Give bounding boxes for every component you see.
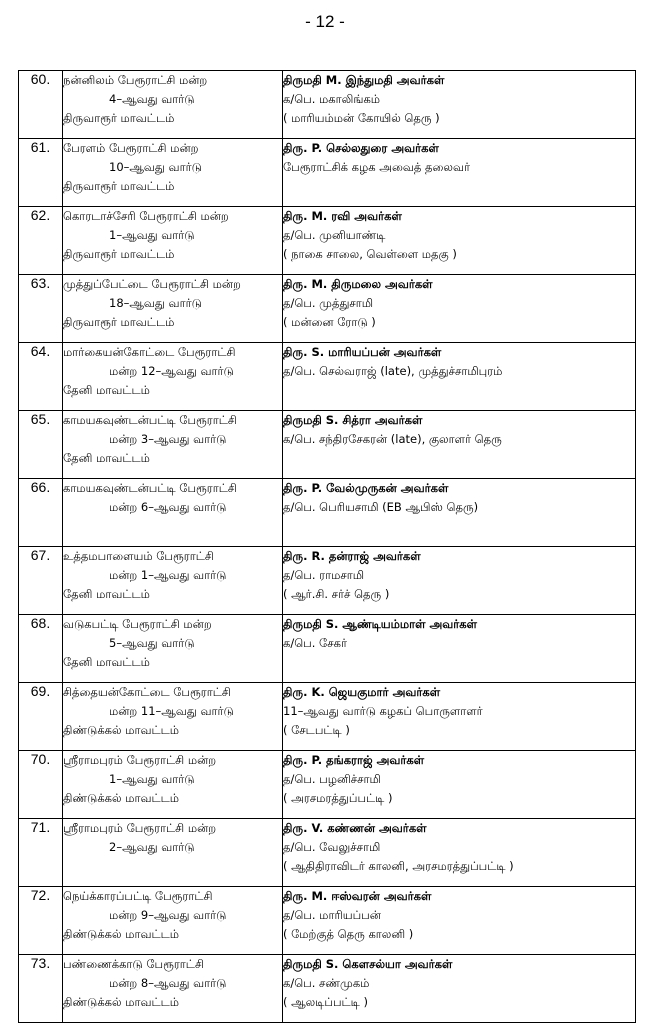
ward-number: மன்ற 3–ஆவது வார்டு <box>109 432 227 446</box>
serial-number: 71. <box>19 819 63 887</box>
person-name: திரு. S. மாரியப்பன் அவர்கள் <box>283 345 442 359</box>
table-row <box>19 207 636 275</box>
person-address: ( மன்னை ரோடு ) <box>283 315 376 329</box>
ward-body: சித்தையன்கோட்டை பேரூராட்சி <box>63 685 231 699</box>
person-cell <box>283 139 636 207</box>
table-row <box>19 819 636 887</box>
district: தேனி மாவட்டம் <box>63 383 150 397</box>
table-row <box>19 343 636 411</box>
person-address: ( சேடபட்டி ) <box>283 723 350 737</box>
person-name: திரு. P. வேல்முருகன் அவர்கள் <box>283 481 449 495</box>
ward-number: 2–ஆவது வார்டு <box>109 840 195 854</box>
ward-number: மன்ற 8–ஆவது வார்டு <box>109 976 227 990</box>
ward-body: ஸ்ரீராமபுரம் பேரூராட்சி மன்ற <box>63 753 217 767</box>
ward-number: 1–ஆவது வார்டு <box>109 772 195 786</box>
serial-number: 60. <box>19 71 63 139</box>
person-relation: த/பெ. வேலுச்சாமி <box>283 840 381 854</box>
person-cell <box>283 275 636 343</box>
person-name: திரு. P. தங்கராஜ் அவர்கள் <box>283 753 425 767</box>
person-relation: த/பெ. பெரியசாமி (EB ஆபிஸ் தெரு) <box>283 500 479 514</box>
district: திருவாரூர் மாவட்டம் <box>63 247 175 261</box>
person-address: ( நாகை சாலை, வெள்ளை மதகு ) <box>283 247 457 261</box>
table-row <box>19 955 636 1023</box>
table-row <box>19 275 636 343</box>
district: திருவாரூர் மாவட்டம் <box>63 315 175 329</box>
serial-number: 61. <box>19 139 63 207</box>
ward-cell <box>63 411 283 479</box>
person-relation: த/பெ. முத்துசாமி <box>283 296 374 310</box>
ward-body: வடுகபட்டி பேரூராட்சி மன்ற <box>63 617 212 631</box>
serial-number: 69. <box>19 683 63 751</box>
ward-number: 18–ஆவது வார்டு <box>109 296 202 310</box>
table-row <box>19 139 636 207</box>
serial-number: 67. <box>19 547 63 615</box>
serial-number: 68. <box>19 615 63 683</box>
ward-body: காமயகவுண்டன்பட்டி பேரூராட்சி <box>63 413 237 427</box>
ward-number: மன்ற 9–ஆவது வார்டு <box>109 908 227 922</box>
ward-cell <box>63 275 283 343</box>
ward-number: மன்ற 1–ஆவது வார்டு <box>109 568 227 582</box>
table-row <box>19 751 636 819</box>
ward-body: மார்கையன்கோட்டை பேரூராட்சி <box>63 345 236 359</box>
ward-cell <box>63 751 283 819</box>
person-name: திரு. K. ஜெயகுமார் அவர்கள் <box>283 685 441 699</box>
district: திண்டுக்கல் மாவட்டம் <box>63 791 180 805</box>
person-relation: த/பெ. முனியாண்டி <box>283 228 386 242</box>
person-relation: த/பெ. மாரியப்பன் <box>283 908 381 922</box>
person-name: திரு. M. ரவி அவர்கள் <box>283 209 402 223</box>
person-cell <box>283 615 636 683</box>
ward-number: மன்ற 12–ஆவது வார்டு <box>109 364 234 378</box>
ward-number: மன்ற 6–ஆவது வார்டு <box>109 500 227 514</box>
person-cell <box>283 819 636 887</box>
district: திண்டுக்கல் மாவட்டம் <box>63 995 180 1009</box>
person-address: ( ஆலடிப்பட்டி ) <box>283 995 368 1009</box>
person-relation: க/பெ. சண்முகம் <box>283 976 370 990</box>
ward-cell <box>63 71 283 139</box>
person-address: ( ஆர்.சி. சர்ச் தெரு ) <box>283 587 390 601</box>
person-relation: 11–ஆவது வார்டு கழகப் பொருளாளர் <box>283 704 483 718</box>
serial-number: 72. <box>19 887 63 955</box>
person-name: திரு. V. கண்ணன் அவர்கள் <box>283 821 427 835</box>
person-name: திருமதி M. இந்துமதி அவர்கள் <box>283 73 445 87</box>
serial-number: 64. <box>19 343 63 411</box>
person-cell <box>283 343 636 411</box>
ward-body: முத்துப்பேட்டை பேரூராட்சி மன்ற <box>63 277 241 291</box>
person-name: திரு. M. திருமலை அவர்கள் <box>283 277 433 291</box>
district: திண்டுக்கல் மாவட்டம் <box>63 723 180 737</box>
ward-cell <box>63 819 283 887</box>
person-address: ( மாரியம்மன் கோயில் தெரு ) <box>283 111 440 125</box>
person-address: ( அரசமரத்துப்பட்டி ) <box>283 791 393 805</box>
ward-cell <box>63 615 283 683</box>
person-name: திரு. R. தன்ராஜ் அவர்கள் <box>283 549 421 563</box>
ward-body: பண்ணைக்காடு பேரூராட்சி <box>63 957 204 971</box>
person-cell <box>283 411 636 479</box>
person-cell <box>283 751 636 819</box>
person-name: திருமதி S. சித்ரா அவர்கள் <box>283 413 423 427</box>
district: தேனி மாவட்டம் <box>63 655 150 669</box>
person-relation: க/பெ. சந்திரசேகரன் (late), குலாளர் தெரு <box>283 432 502 446</box>
table-row <box>19 71 636 139</box>
table-row <box>19 479 636 547</box>
person-relation: க/பெ. மகாலிங்கம் <box>283 92 381 106</box>
page-number: - 12 - <box>305 12 345 31</box>
ward-body: பேரளம் பேரூராட்சி மன்ற <box>63 141 199 155</box>
ward-cell <box>63 479 283 547</box>
ward-body: உத்தமபாளையம் பேரூராட்சி <box>63 549 214 563</box>
person-cell <box>283 683 636 751</box>
person-address: ( ஆதிதிராவிடர் காலனி, அரசமரத்துப்பட்டி ) <box>283 859 514 873</box>
serial-number: 63. <box>19 275 63 343</box>
ward-body: காமயகவுண்டன்பட்டி பேரூராட்சி <box>63 481 237 495</box>
serial-number: 66. <box>19 479 63 547</box>
ward-cell <box>63 683 283 751</box>
ward-cell <box>63 207 283 275</box>
serial-number: 65. <box>19 411 63 479</box>
person-address: ( மேற்குத் தெரு காலனி ) <box>283 927 414 941</box>
person-name: திரு. P. செல்லதுரை அவர்கள் <box>283 141 439 155</box>
ward-body: நன்னிலம் பேரூராட்சி மன்ற <box>63 73 208 87</box>
person-relation: த/பெ. பழனிச்சாமி <box>283 772 381 786</box>
ward-cell <box>63 343 283 411</box>
person-relation: த/பெ. ராமசாமி <box>283 568 365 582</box>
person-cell <box>283 71 636 139</box>
ward-number: 1–ஆவது வார்டு <box>109 228 195 242</box>
person-relation: க/பெ. சேகர் <box>283 636 347 650</box>
person-cell <box>283 207 636 275</box>
ward-body: நெய்க்காரப்பட்டி பேரூராட்சி <box>63 889 213 903</box>
district: தேனி மாவட்டம் <box>63 451 150 465</box>
ward-body: ஸ்ரீராமபுரம் பேரூராட்சி மன்ற <box>63 821 217 835</box>
ward-cell <box>63 139 283 207</box>
serial-number: 73. <box>19 955 63 1023</box>
person-cell <box>283 547 636 615</box>
district: திருவாரூர் மாவட்டம் <box>63 111 175 125</box>
person-relation: த/பெ. செல்வராஜ் (late), முத்துச்சாமிபுரம் <box>283 364 503 378</box>
ward-cell <box>63 887 283 955</box>
entries-table <box>18 70 636 1023</box>
person-relation: பேரூராட்சிக் கழக அவைத் தலைவர் <box>283 160 470 174</box>
ward-number: 10–ஆவது வார்டு <box>109 160 202 174</box>
entries-body <box>19 71 636 1023</box>
ward-number: 5–ஆவது வார்டு <box>109 636 195 650</box>
serial-number: 70. <box>19 751 63 819</box>
person-name: திருமதி S. ஆண்டியம்மாள் அவர்கள் <box>283 617 478 631</box>
ward-cell <box>63 955 283 1023</box>
ward-body: கொரடாச்சேரி பேரூராட்சி மன்ற <box>63 209 229 223</box>
district: திருவாரூர் மாவட்டம் <box>63 179 175 193</box>
table-row <box>19 411 636 479</box>
table-row <box>19 547 636 615</box>
ward-cell <box>63 547 283 615</box>
serial-number: 62. <box>19 207 63 275</box>
table-row <box>19 683 636 751</box>
table-row <box>19 615 636 683</box>
ward-number: மன்ற 11–ஆவது வார்டு <box>109 704 234 718</box>
table-row <box>19 887 636 955</box>
person-cell <box>283 955 636 1023</box>
ward-number: 4–ஆவது வார்டு <box>109 92 195 106</box>
district: தேனி மாவட்டம் <box>63 587 150 601</box>
person-cell <box>283 887 636 955</box>
person-name: திருமதி S. கௌசல்யா அவர்கள் <box>283 957 453 971</box>
person-cell <box>283 479 636 547</box>
district: திண்டுக்கல் மாவட்டம் <box>63 927 180 941</box>
person-name: திரு. M. ஈஸ்வரன் அவர்கள் <box>283 889 432 903</box>
